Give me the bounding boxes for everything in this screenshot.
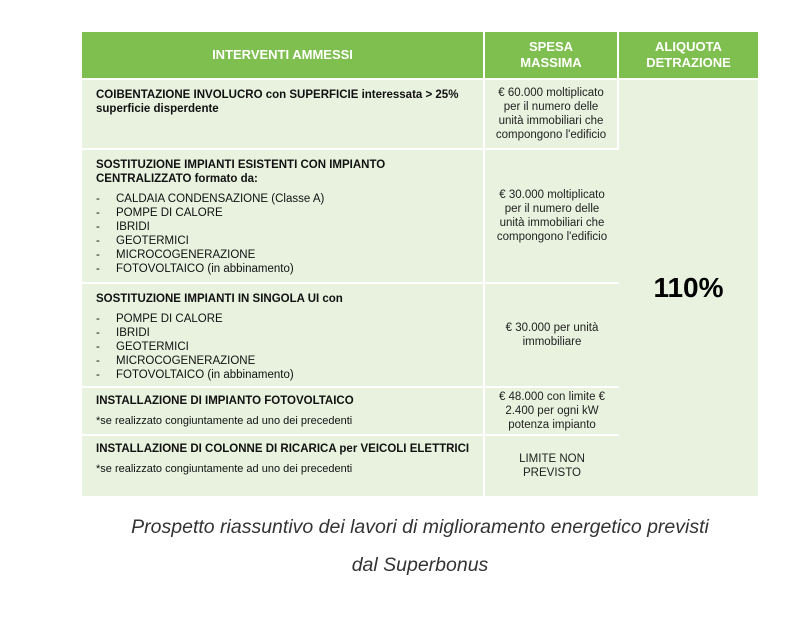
interventions-table: [82, 32, 758, 498]
row-note: *se realizzato congiuntamente ad uno dei precedenti: [96, 415, 353, 427]
header-spesa: SPESA MASSIMA: [485, 32, 619, 80]
list-item: - GEOTERMICI: [96, 234, 475, 248]
table-row: [82, 80, 758, 150]
row-title: COIBENTAZIONE INVOLUCRO con SUPERFICIE interessata > 25% superficie disperdente: [96, 89, 459, 115]
list-item: - FOTOVOLTAICO (in abbinamento): [96, 368, 475, 382]
aliquota-value: 110%: [619, 80, 758, 498]
caption-line-2: dal Superbonus: [351, 554, 489, 576]
row-item-list: [96, 312, 475, 382]
header-interventi: INTERVENTI AMMESSI: [82, 32, 485, 80]
figure-caption: [60, 508, 780, 584]
list-item: - GEOTERMICI: [96, 340, 475, 354]
list-item: - POMPE DI CALORE: [96, 206, 475, 220]
row-title: SOSTITUZIONE IMPIANTI IN SINGOLA UI con: [96, 293, 343, 305]
row-spesa: € 48.000 con limite € 2.400 per ogni kW potenza impianto: [485, 388, 619, 436]
list-item: - IBRIDI: [96, 220, 475, 234]
row-title: INSTALLAZIONE DI IMPIANTO FOTOVOLTAICO: [96, 395, 354, 407]
row-description: [82, 436, 485, 498]
list-item: - MICROCOGENERAZIONE: [96, 354, 475, 368]
list-item: - CALDAIA CONDENSAZIONE (Classe A): [96, 192, 475, 206]
list-item: - IBRIDI: [96, 326, 475, 340]
row-item-list: [96, 192, 475, 276]
row-description: [82, 150, 485, 284]
list-item: - POMPE DI CALORE: [96, 312, 475, 326]
row-description: [82, 80, 485, 150]
list-item: - MICROCOGENERAZIONE: [96, 248, 475, 262]
row-spesa: LIMITE NON PREVISTO: [485, 436, 619, 498]
row-description: [82, 388, 485, 436]
row-spesa: € 60.000 moltiplicato per il numero delle unità immobiliari che compongono l'edificio: [485, 80, 619, 150]
row-note: *se realizzato congiuntamente ad uno dei precedenti: [96, 463, 353, 475]
row-title: INSTALLAZIONE DI COLONNE DI RICARICA per VEICOLI ELETTRICI: [96, 443, 470, 455]
row-title: SOSTITUZIONE IMPIANTI ESISTENTI CON IMPIANTO CENTRALIZZATO formato da:: [96, 159, 386, 185]
row-spesa: € 30.000 moltiplicato per il numero delle unità immobiliari che compongono l'edificio: [485, 150, 619, 284]
header-aliquota: ALIQUOTA DETRAZIONE: [619, 32, 758, 80]
table-header-row: [82, 32, 758, 80]
list-item: - FOTOVOLTAICO (in abbinamento): [96, 262, 475, 276]
caption-line-1: Prospetto riassuntivo dei lavori di miglioramento energetico previsti: [131, 516, 709, 538]
row-spesa: € 30.000 per unità immobiliare: [485, 284, 619, 388]
row-description: [82, 284, 485, 388]
